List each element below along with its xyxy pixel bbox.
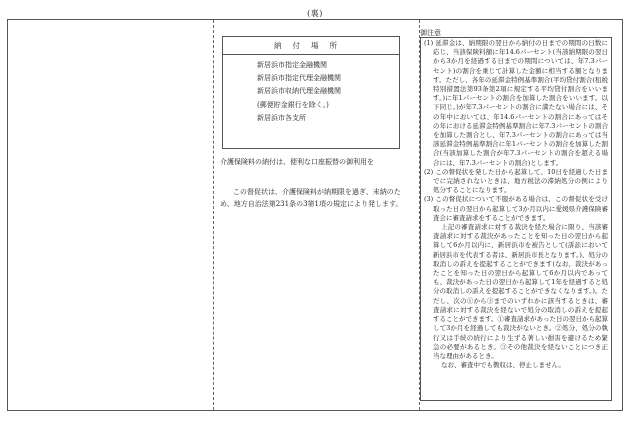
payment-places-heading: 納付場所	[223, 37, 399, 55]
payment-place-item: 新居浜市各支所	[257, 113, 306, 122]
notes-box	[420, 37, 612, 401]
statute-note: この督促状は、介護保険料が納期限を過ぎ、未納のため、地方自治法第231条の3第1項の規定により発します。	[220, 188, 403, 208]
payment-place-item: (郵便貯金銀行を除く。)	[257, 100, 329, 109]
payment-places-list	[223, 55, 399, 125]
fold-line-left	[213, 20, 214, 410]
page-title: (裏)	[307, 9, 323, 18]
note-item-1: (1) 延滞金は、納期限の翌日から納付の日までの期間の日数に応じ、当該保険料額に年14.6パーセント(当該納期限の翌日から3か月を経過する日までの期間については、年7.3パーセント)の割合を乗じて計算した金額に相当する額となります。ただし、各年の延滞金特例基準割合(平均貸付割合(租税特別措置法第93条第2項に規定する平均貸付割合をいいます。)に年1パーセントの割合を加算した割合をいいます。以下同じ。)が年7.3パーセントの割合に満たない場合には、その年中においては、年14.6パーセントの割合にあってはその年における延滞金特例基準割合に年7.3パーセントの割合を加算した割合とし、年7.3パーセントの割合にあっては当該延滞金特例基準割合に年1パーセントの割合を加算した割合(当該加算した割合が年7.3パーセントの割合を超える場合には、年7.3パーセントの割合)とします。	[424, 39, 608, 167]
note-item-3-detail: 上記の審査請求に対する裁決を経た場合に限り、当該審査請求に対する裁決があったことを知った日の翌日から起算して6か月以内に、新居浜市を被告として(訴訟において新居浜市を代表する者は、新居浜市長となります。)、処分の取消しの訴えを提起することができます(なお、裁決があったことを知った日の翌日から起算して6か月以内であっても、裁決があった日の翌日から起算して1年を経過すると処分の取消しの訴えを提起することができなくなります。)。ただし、次の①から③までのいずれかに該当するときは、審査請求に対する裁決を経ないで処分の取消しの訴えを提起することができます。①審査請求があった日の翌日から起算して3か月を経過しても裁決がないとき。②処分、処分の執行又は手続の続行により生ずる著しい損害を避けるため緊急の必要があるとき。③その他裁決を経ないことにつき正当な理由があるとき。	[433, 223, 608, 360]
transfer-note: 介護保険料の納付は、便利な口座振替の御利用を	[220, 158, 374, 166]
payment-place-item: 新居浜市収納代理金融機関	[257, 87, 341, 96]
notes-title: 御注意	[420, 29, 441, 37]
note-item-3-closing: なお、審査中でも徴収は、停止しません。	[441, 361, 565, 370]
payment-place-item: 新居浜市指定代理金融機関	[257, 74, 341, 83]
payment-places-box	[222, 36, 400, 149]
payment-place-item: 新居浜市指定金融機関	[257, 61, 327, 69]
note-item-2: (2) この督促状を発した日から起算して、10日を経過した日までに完納されないときは、地方税法の滞納処分の例により処分することになります。	[424, 167, 608, 195]
note-item-3: (3) この督促状について不服がある場合は、この督促状を受け取った日の翌日から起算して3か月以内に愛媛県介護保険審査会に審査請求をすることができます。	[424, 195, 608, 222]
